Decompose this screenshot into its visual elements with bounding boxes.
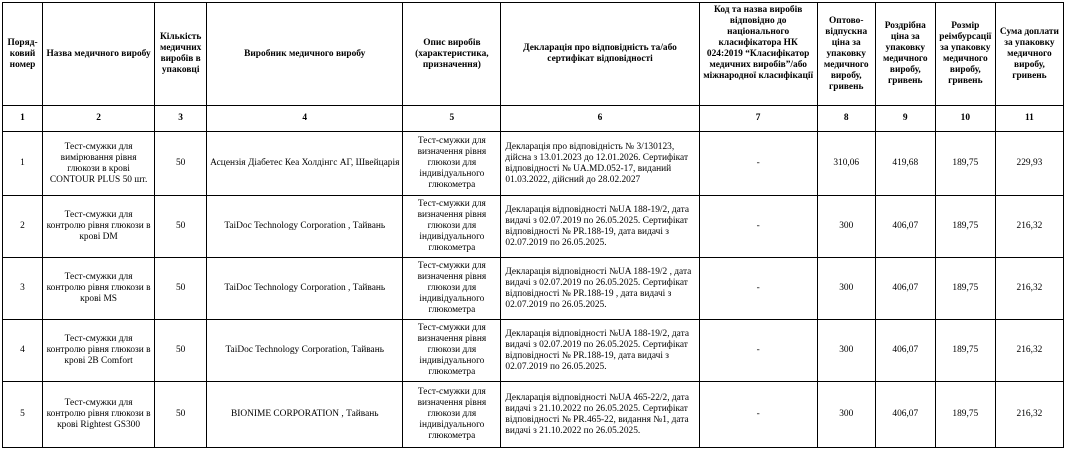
- cell-copay: 216,32: [995, 382, 1063, 448]
- column-number: 7: [699, 106, 817, 132]
- column-number: 1: [3, 106, 43, 132]
- cell-qty: 50: [155, 132, 207, 196]
- cell-order: 4: [3, 320, 43, 382]
- cell-declaration: Декларація відповідності №UA 188-19/2 , дата видачі з 02.07.2019 по 26.05.2025. Сертифікат відповідності № PR.188-19 , дата видачі з 02.07.2019 по 26.05.2025.: [501, 258, 699, 320]
- header-name: Назва медичного виробу: [43, 3, 155, 106]
- cell-retail-price: 406,07: [875, 382, 935, 448]
- cell-manufacturer: TaiDoc Technology Corporation, Тайвань: [207, 320, 403, 382]
- header-copay: Сума доплати за упаковку медичного виробу, гривень: [995, 3, 1063, 106]
- header-description: Опис виробів (характеристика, призначення): [403, 3, 501, 106]
- cell-reimbursement: 189,75: [935, 382, 995, 448]
- cell-qty: 50: [155, 320, 207, 382]
- cell-copay: 216,32: [995, 196, 1063, 258]
- table-row: [3, 196, 1064, 258]
- cell-wholesale-price: 300: [817, 382, 875, 448]
- cell-qty: 50: [155, 258, 207, 320]
- table-row: [3, 382, 1064, 448]
- cell-classifier-code: -: [699, 320, 817, 382]
- medical-devices-table: [2, 2, 1064, 448]
- cell-declaration: Декларація відповідності №UA 188-19/2, дата видачі з 02.07.2019 по 26.05.2025. Сертифікат відповідності № PR.188-19, дата видачі з 02.07.2019 по 26.05.2025.: [501, 320, 699, 382]
- header-manufacturer: Виробник медичного виробу: [207, 3, 403, 106]
- cell-reimbursement: 189,75: [935, 258, 995, 320]
- cell-name: Тест-смужки для контролю рівня глюкози в крові DM: [43, 196, 155, 258]
- cell-wholesale-price: 300: [817, 258, 875, 320]
- cell-declaration: Декларація відповідності №UA 188-19/2, дата видачі з 02.07.2019 по 26.05.2025. Сертифікат відповідності № PR.188-19, дата видачі з 02.07.2019 по 26.05.2025.: [501, 196, 699, 258]
- cell-classifier-code: -: [699, 196, 817, 258]
- cell-manufacturer: Асцензія Діабетес Кеа Холдінгс АГ, Швейцарія: [207, 132, 403, 196]
- cell-name: Тест-смужки для контролю рівня глюкози в крові Rightest GS300: [43, 382, 155, 448]
- header-qty: Кількість медичних виробів в упаковці: [155, 3, 207, 106]
- column-number-row: [3, 106, 1064, 132]
- column-number: 4: [207, 106, 403, 132]
- cell-classifier-code: -: [699, 132, 817, 196]
- table-row: [3, 258, 1064, 320]
- cell-manufacturer: TaiDoc Technology Corporation , Тайвань: [207, 258, 403, 320]
- column-number: 9: [875, 106, 935, 132]
- cell-reimbursement: 189,75: [935, 320, 995, 382]
- cell-name: Тест-смужки для контролю рівня глюкози в крові 2B Comfort: [43, 320, 155, 382]
- header-row: [3, 3, 1064, 106]
- column-number: 6: [501, 106, 699, 132]
- cell-qty: 50: [155, 196, 207, 258]
- cell-retail-price: 406,07: [875, 196, 935, 258]
- cell-declaration: Декларація відповідності №UA 465-22/2, дата видачі з 21.10.2022 по 26.05.2025. Сертифікат відповідності № PR.465-22, видання №1, дата видачі з 21.10.2022 по 26.05.2025.: [501, 382, 699, 448]
- cell-order: 1: [3, 132, 43, 196]
- cell-name: Тест-смужки для вимірювання рівня глюкози в крові CONTOUR PLUS 50 шт.: [43, 132, 155, 196]
- cell-manufacturer: BIONIME CORPORATION , Тайвань: [207, 382, 403, 448]
- cell-description: Тест-смужки для визначення рівня глюкози для індивідуального глюкометра: [403, 258, 501, 320]
- header-classifier-code: Код та назва виробів відповідно до національного класифікатора НК 024:2019 “Класифікатор медичних виробів”/або міжнародної класифікації: [699, 3, 817, 106]
- cell-order: 5: [3, 382, 43, 448]
- cell-wholesale-price: 300: [817, 320, 875, 382]
- cell-description: Тест-смужки для визначення рівня глюкози для індивідуального глюкометра: [403, 320, 501, 382]
- column-number: 2: [43, 106, 155, 132]
- cell-wholesale-price: 300: [817, 196, 875, 258]
- cell-retail-price: 419,68: [875, 132, 935, 196]
- cell-retail-price: 406,07: [875, 258, 935, 320]
- cell-wholesale-price: 310,06: [817, 132, 875, 196]
- cell-description: Тест-смужки для визначення рівня глюкози для індивідуального глюкометра: [403, 132, 501, 196]
- column-number: 5: [403, 106, 501, 132]
- column-number: 8: [817, 106, 875, 132]
- cell-retail-price: 406,07: [875, 320, 935, 382]
- cell-qty: 50: [155, 382, 207, 448]
- column-number: 11: [995, 106, 1063, 132]
- cell-copay: 216,32: [995, 258, 1063, 320]
- cell-copay: 216,32: [995, 320, 1063, 382]
- cell-copay: 229,93: [995, 132, 1063, 196]
- cell-manufacturer: TaiDoc Technology Corporation , Тайвань: [207, 196, 403, 258]
- cell-classifier-code: -: [699, 258, 817, 320]
- cell-classifier-code: -: [699, 382, 817, 448]
- cell-reimbursement: 189,75: [935, 132, 995, 196]
- cell-name: Тест-смужки для контролю рівня глюкози в крові MS: [43, 258, 155, 320]
- column-number: 3: [155, 106, 207, 132]
- cell-reimbursement: 189,75: [935, 196, 995, 258]
- table-row: [3, 320, 1064, 382]
- cell-declaration: Декларація про відповідність № 3/130123, дійсна з 13.01.2023 до 12.01.2026. Сертифікат відповідності № UA.MD.052-17, виданий 01.03.2022, дійсний до 28.02.2027: [501, 132, 699, 196]
- cell-order: 3: [3, 258, 43, 320]
- header-order: Поряд-ковий номер: [3, 3, 43, 106]
- cell-description: Тест-смужки для визначення рівня глюкози для індивідуального глюкометра: [403, 196, 501, 258]
- column-number: 10: [935, 106, 995, 132]
- table-row: [3, 132, 1064, 196]
- header-retail-price: Роздрібна ціна за упаковку медичного виробу, гривень: [875, 3, 935, 106]
- cell-order: 2: [3, 196, 43, 258]
- cell-description: Тест-смужки для визначення рівня глюкози для індивідуального глюкометра: [403, 382, 501, 448]
- header-reimbursement: Розмір реімбурсації за упаковку медичного виробу, гривень: [935, 3, 995, 106]
- header-wholesale-price: Оптово-відпускна ціна за упаковку медичного виробу, гривень: [817, 3, 875, 106]
- header-declaration: Декларація про відповідність та/або сертифікат відповідності: [501, 3, 699, 106]
